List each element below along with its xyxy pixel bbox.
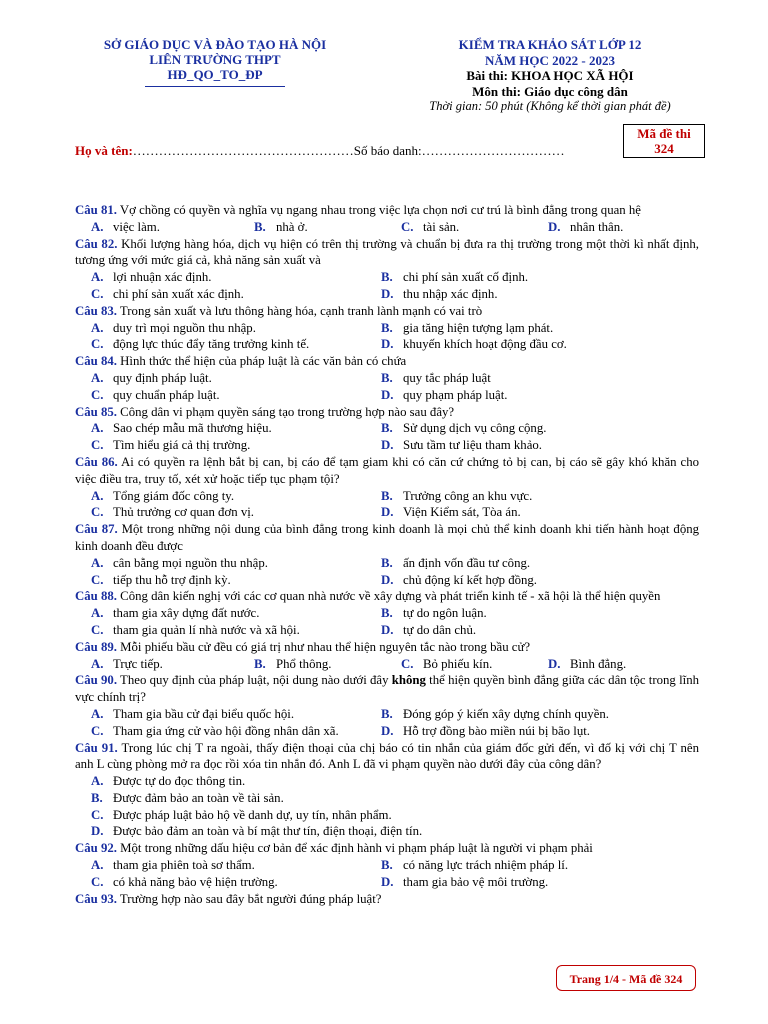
option-letter: B. (254, 219, 266, 234)
question-number: Câu 91. (75, 740, 118, 755)
answer-row (75, 622, 699, 639)
option-letter: B. (381, 421, 393, 436)
page-footer: Trang 1/4 - Mã đề 324 (556, 965, 696, 991)
answer-row (75, 370, 699, 387)
question-stem (75, 303, 699, 320)
answer-option (548, 219, 695, 236)
option-letter: D. (381, 337, 394, 352)
option-text: Tổng giám đốc công ty. (113, 488, 235, 503)
option-text: Hỗ trợ đồng bào miền núi bị bão lụt. (403, 723, 590, 738)
option-letter: A. (91, 219, 104, 234)
option-letter: C. (91, 286, 104, 301)
id-dots: …………………………… (421, 143, 565, 158)
answer-option (381, 622, 681, 639)
exam-subject: Môn thi: Giáo dục công dân (472, 83, 628, 99)
exam-header (395, 37, 705, 115)
school-group-name: LIÊN TRƯỜNG THPT (149, 52, 281, 67)
question-list (75, 202, 699, 907)
answer-option (75, 823, 422, 840)
question-text: Vợ chồng có quyền và nghĩa vụ ngang nhau trong việc lựa chọn nơi cư trú là bình đẳng trong quan hệ (119, 203, 641, 217)
answer-row (75, 572, 699, 589)
option-letter: D. (381, 505, 394, 520)
option-text: tham gia xây dựng đất nước. (113, 606, 260, 621)
header-divider (145, 86, 285, 87)
option-text: ấn định vốn đầu tư công. (403, 555, 531, 570)
option-letter: A. (91, 421, 104, 436)
department-name: SỞ GIÁO DỤC VÀ ĐÀO TẠO HÀ NỘI (103, 37, 327, 52)
option-letter: A. (91, 555, 104, 570)
answer-option (254, 656, 401, 673)
answer-option (75, 488, 381, 505)
answer-option (75, 807, 392, 824)
id-label: Số báo danh: (353, 143, 422, 158)
answer-option (75, 269, 381, 286)
option-letter: B. (381, 320, 393, 335)
answer-option (75, 286, 381, 303)
option-letter: A. (91, 488, 104, 503)
question-text: Khối lượng hàng hóa, dịch vụ hiện có trên thị trường và chuẩn bị đưa ra thị trường trong một thời kì nhất định, tương ứng với mức giá cả, khả năng sản xuất và (75, 236, 700, 268)
option-text: cân bằng mọi nguồn thu nhập. (113, 555, 268, 570)
option-letter: D. (381, 572, 394, 587)
school-header (80, 37, 350, 87)
exam-session: Bài thi: KHOA HỌC XÃ HỘI (466, 68, 634, 83)
question-stem (75, 404, 699, 421)
question-text: Trong lúc chị T ra ngoài, thấy điện thoại của chị báo có tin nhắn của giám đốc gửi đến, vì đố kị với chị T nên anh L cùng phòng mở ra đọc rồi xóa tin nhắn đó. Anh L đã vi phạm quyền nào dưới đây của công dân? (75, 740, 700, 772)
option-letter: C. (91, 622, 104, 637)
option-letter: B. (381, 270, 393, 285)
answer-option (75, 370, 381, 387)
answer-row (75, 807, 699, 824)
answer-option (75, 420, 381, 437)
answer-option (75, 437, 381, 454)
option-text: Thủ trưởng cơ quan đơn vị. (113, 505, 254, 520)
option-letter: D. (548, 219, 561, 234)
answer-option (548, 656, 695, 673)
option-letter: A. (91, 656, 104, 671)
option-letter: C. (91, 807, 104, 822)
question-number: Câu 81. (75, 203, 117, 217)
option-letter: C. (91, 874, 104, 889)
option-text: quy phạm pháp luật. (403, 387, 508, 402)
question-stem (75, 639, 699, 656)
answer-option (381, 269, 681, 286)
option-letter: C. (401, 219, 414, 234)
answer-option (381, 488, 681, 505)
option-letter: D. (381, 874, 394, 889)
option-text: Sao chép mẫu mã thương hiệu. (113, 421, 272, 436)
answer-option (75, 336, 381, 353)
question-number: Câu 90. (75, 673, 118, 688)
answer-option (75, 874, 381, 891)
question-number: Câu 92. (75, 841, 117, 856)
school-year: NĂM HỌC 2022 - 2023 (485, 52, 615, 68)
option-letter: A. (91, 370, 104, 385)
question-text: Trường hợp nào sau đây bắt người đúng pháp luật? (119, 891, 382, 906)
answer-row (75, 420, 699, 437)
option-text: Tham gia ứng cử vào hội đồng nhân dân xã. (113, 723, 339, 738)
answer-row (75, 823, 699, 840)
option-text: thu nhập xác định. (403, 286, 498, 301)
answer-row (75, 605, 699, 622)
option-letter: B. (91, 790, 103, 805)
question-text: Mỗi phiếu bầu cử đều có giá trị như nhau thể hiện nguyên tắc nào trong bầu cử? (120, 639, 531, 654)
question-text-emphasis: không (391, 673, 426, 688)
answer-row (75, 504, 699, 521)
answer-row (75, 723, 699, 740)
answer-option (75, 656, 254, 673)
answer-row (75, 857, 699, 874)
option-letter: C. (91, 723, 104, 738)
question-text: thể hiện quyền bình đẳng giữa các dân tộc trong lĩnh vực chính trị? (75, 673, 699, 705)
option-letter: D. (381, 387, 394, 402)
option-text: tự do ngôn luận. (403, 606, 487, 621)
question-stem (75, 840, 699, 857)
option-text: tham gia phiên toà sơ thẩm. (113, 858, 255, 873)
answer-row (75, 286, 699, 303)
option-text: Bỏ phiếu kín. (423, 656, 493, 671)
question-text: Một trong những nội dung của bình đẳng trong kinh doanh là mọi chủ thể kinh doanh khi tiến hành hoạt động kinh doanh đều được (75, 522, 700, 553)
exam-code: 324 (654, 141, 674, 156)
answer-option (381, 723, 681, 740)
answer-option (254, 219, 401, 236)
answer-row (75, 269, 699, 286)
question-text: Trong sản xuất và lưu thông hàng hóa, cạnh tranh lành mạnh có vai trò (119, 303, 483, 318)
option-letter: C. (91, 438, 104, 453)
answer-option (75, 572, 381, 589)
answer-row (75, 656, 699, 673)
option-letter: D. (381, 622, 394, 637)
answer-option (381, 387, 681, 404)
option-text: quy định pháp luật. (113, 370, 212, 385)
exam-duration: Thời gian: 50 phút (Không kể thời gian phát đề) (429, 99, 671, 113)
option-letter: D. (381, 286, 394, 301)
option-text: tiếp thu hỗ trợ định kỳ. (113, 572, 231, 587)
option-letter: B. (254, 656, 266, 671)
answer-option (75, 857, 381, 874)
option-text: Trưởng công an khu vực. (403, 488, 533, 503)
option-letter: A. (91, 606, 104, 621)
answer-option (75, 706, 381, 723)
option-text: Trực tiếp. (113, 656, 163, 671)
option-letter: A. (91, 774, 104, 789)
answer-option (75, 622, 381, 639)
question-number: Câu 89. (75, 639, 117, 654)
student-info-line (75, 143, 565, 159)
option-text: chi phí sản xuất xác định. (113, 286, 244, 301)
option-letter: D. (381, 438, 394, 453)
answer-row (75, 437, 699, 454)
question-number: Câu 83. (75, 303, 117, 318)
question-stem (75, 521, 699, 555)
answer-option (381, 572, 681, 589)
option-text: Được tự do đọc thông tin. (113, 774, 246, 789)
option-letter: C. (91, 387, 104, 402)
option-text: Được bảo đảm an toàn và bí mật thư tín, điện thoại, điện tín. (113, 824, 423, 839)
question-stem (75, 891, 699, 908)
question-stem (75, 672, 699, 706)
question-stem (75, 202, 699, 219)
question-number: Câu 82. (75, 236, 118, 251)
question-text: Một trong những dấu hiệu cơ bản để xác định hành vi phạm pháp luật là người vi phạm phải (120, 841, 593, 856)
answer-option (75, 387, 381, 404)
option-text: Tìm hiểu giá cả thị trường. (113, 438, 251, 453)
answer-row (75, 219, 699, 236)
answer-row (75, 320, 699, 337)
answer-option (381, 555, 681, 572)
school-code: HĐ_QO_TO_ĐP (167, 67, 263, 82)
answer-row (75, 874, 699, 891)
exam-title: KIỂM TRA KHẢO SÁT LỚP 12 (458, 37, 642, 52)
option-letter: C. (401, 656, 414, 671)
answer-option (381, 605, 681, 622)
option-letter: C. (91, 572, 104, 587)
option-text: tự do dân chủ. (403, 622, 477, 637)
question-text: Công dân vi phạm quyền sáng tạo trong trường hợp nào sau đây? (120, 404, 455, 419)
option-letter: B. (381, 370, 393, 385)
answer-row (75, 387, 699, 404)
answer-option (75, 320, 381, 337)
option-text: có khả năng bảo vệ hiện trường. (113, 874, 278, 889)
option-text: Viện Kiểm sát, Tòa án. (403, 505, 521, 520)
option-text: lợi nhuận xác định. (113, 270, 212, 285)
name-dots: …………………………………………… (132, 143, 354, 158)
option-letter: A. (91, 320, 104, 335)
option-text: duy trì mọi nguồn thu nhập. (113, 320, 256, 335)
answer-option (401, 219, 548, 236)
option-text: quy tắc pháp luật (403, 370, 491, 385)
option-text: việc làm. (113, 219, 160, 234)
answer-option (75, 504, 381, 521)
option-text: quy chuẩn pháp luật. (113, 387, 220, 402)
option-text: Được pháp luật bảo hộ về danh dự, uy tín, nhân phẩm. (113, 807, 392, 822)
option-text: chi phí sản xuất cố định. (403, 270, 529, 285)
option-text: gia tăng hiện tượng lạm phát. (403, 320, 554, 335)
answer-row (75, 336, 699, 353)
question-number: Câu 85. (75, 404, 117, 419)
option-letter: B. (381, 858, 393, 873)
option-letter: D. (548, 656, 561, 671)
option-text: chủ động kí kết hợp đồng. (403, 572, 538, 587)
option-text: động lực thúc đẩy tăng trưởng kinh tế. (113, 337, 310, 352)
question-stem (75, 740, 699, 774)
option-letter: C. (91, 505, 104, 520)
answer-option (381, 706, 681, 723)
answer-option (381, 437, 681, 454)
name-label: Họ và tên: (75, 143, 133, 158)
option-text: Sử dụng dịch vụ công cộng. (403, 421, 547, 436)
question-text: Hình thức thể hiện của pháp luật là các văn bản có chứa (120, 354, 407, 369)
answer-row (75, 706, 699, 723)
exam-code-label: Mã đề thi (637, 126, 691, 141)
option-text: nhà ở. (276, 219, 308, 234)
answer-option (75, 605, 381, 622)
answer-option (75, 773, 245, 790)
option-text: tham gia bảo vệ môi trường. (403, 874, 549, 889)
question-number: Câu 88. (75, 589, 117, 604)
answer-row (75, 555, 699, 572)
option-letter: A. (91, 270, 104, 285)
option-text: có năng lực trách nhiệm pháp lí. (403, 858, 569, 873)
option-letter: B. (381, 706, 393, 721)
option-text: Đóng góp ý kiến xây dựng chính quyền. (403, 706, 609, 721)
question-stem (75, 588, 699, 605)
answer-row (75, 488, 699, 505)
option-letter: B. (381, 555, 393, 570)
question-number: Câu 93. (75, 891, 117, 906)
option-text: tham gia quản lí nhà nước và xã hội. (113, 622, 300, 637)
question-number: Câu 86. (75, 454, 118, 469)
option-text: tài sản. (423, 219, 460, 234)
option-text: khuyến khích hoạt động đầu cơ. (403, 337, 567, 352)
question-text: Ai có quyền ra lệnh bắt bị can, bị cáo để tạm giam khi có căn cứ chứng tỏ bị can, bị cáo sẽ gây khó khăn cho việc điều tra, truy tố, xét xử hoặc tiếp tục phạm tội? (75, 454, 699, 486)
option-letter: C. (91, 337, 104, 352)
answer-option (75, 555, 381, 572)
answer-option (381, 874, 681, 891)
question-text: Theo quy định của pháp luật, nội dung nào dưới đây (120, 673, 392, 688)
question-number: Câu 87. (75, 522, 118, 537)
answer-row (75, 773, 699, 790)
answer-option (381, 286, 681, 303)
option-text: Sưu tầm tư liệu tham khảo. (403, 438, 542, 453)
question-stem (75, 236, 699, 270)
question-text: Công dân kiến nghị với các cơ quan nhà nước về xây dựng và phát triển kinh tế - xã hội là thể hiện quyền (120, 589, 661, 604)
option-text: Phổ thông. (276, 656, 332, 671)
option-letter: B. (381, 488, 393, 503)
option-letter: A. (91, 706, 104, 721)
option-text: Tham gia bầu cử đại biểu quốc hội. (113, 706, 295, 721)
answer-option (381, 504, 681, 521)
answer-option (75, 790, 284, 807)
answer-option (75, 723, 381, 740)
answer-row (75, 790, 699, 807)
answer-option (381, 857, 681, 874)
question-stem (75, 353, 699, 370)
option-letter: A. (91, 858, 104, 873)
answer-option (381, 370, 681, 387)
question-number: Câu 84. (75, 354, 117, 369)
option-text: Bình đẳng. (570, 656, 627, 671)
answer-option (401, 656, 548, 673)
answer-option (381, 336, 681, 353)
answer-option (381, 320, 681, 337)
option-letter: D. (91, 824, 104, 839)
question-stem (75, 454, 699, 488)
exam-code-box (623, 124, 705, 158)
answer-option (381, 420, 681, 437)
option-letter: B. (381, 606, 393, 621)
answer-option (75, 219, 254, 236)
option-text: Được đảm bảo an toàn về tài sản. (113, 790, 284, 805)
option-text: nhân thân. (570, 219, 624, 234)
option-letter: D. (381, 723, 394, 738)
